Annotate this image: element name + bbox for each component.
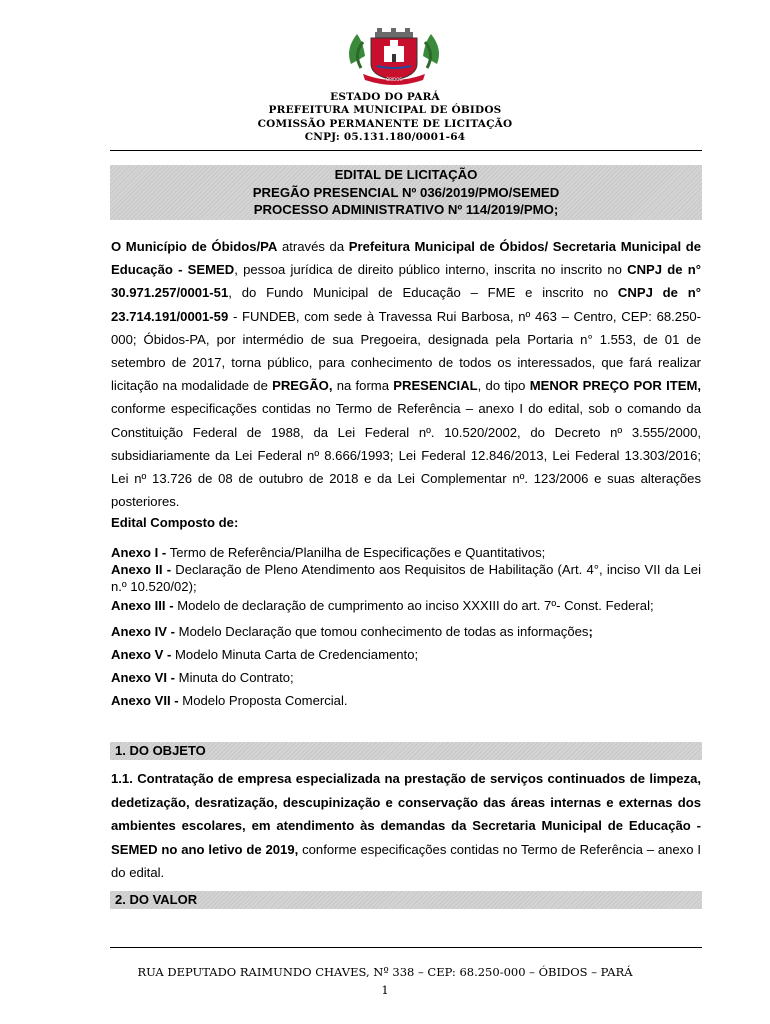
annex-text: Modelo de declaração de cumprimento ao inciso XXXIII do art. 7º- Const. Federal; [173, 598, 654, 613]
title-line-1: EDITAL DE LICITAÇÃO [334, 167, 478, 182]
prefecture-name: PREFEITURA MUNICIPAL DE ÓBIDOS [268, 104, 502, 117]
annex-label: Anexo IV - [111, 624, 176, 639]
intro-text: , do tipo [477, 378, 530, 394]
municipal-crest-logo [343, 24, 445, 86]
annex-text: Declaração de Pleno Atendimento aos Requisitos de Habilitação (Art. 4°, inciso VII da Lei n.º 10.520/02); [111, 562, 701, 594]
title-line-3: PROCESSO ADMINISTRATIVO Nº 114/2019/PMO; [253, 202, 559, 217]
annex-item [111, 561, 701, 595]
section-heading-objeto: 1. DO OBJETO [110, 742, 702, 760]
commission-name: COMISSÃO PERMANENTE DE LICITAÇÃO [257, 117, 513, 130]
intro-entity: Prefeitura Municipal de Óbidos/ Secretaria Municipal de Educação - SEMED [111, 239, 701, 278]
title-line-2: PREGÃO PRESENCIAL Nº 036/2019/PMO/SEMED [252, 184, 560, 200]
intro-type: MENOR PREÇO POR ITEM, [529, 378, 701, 394]
annex-item [111, 595, 701, 617]
page-number: 1 [381, 983, 389, 997]
annex-item [111, 646, 701, 663]
annex-label: Anexo I - [111, 545, 167, 560]
state-name: ESTADO DO PARÁ [330, 91, 440, 103]
edital-composto-label: Edital Composto de: [111, 515, 239, 530]
intro-text: - FUNDEB, com sede à Travessa Rui Barbosa, nº 463 – Centro, CEP: 68.250-000; Óbidos-PA, por intermédio de sua Pregoeira, designada pela Portaria n° 1.553, de 01 de setembro de 2017, torna público, para conhecimento de todos os interessados, que fará realizar licitação na modalidade de [111, 308, 701, 394]
intro-text: através da [277, 239, 349, 254]
annex-text: Minuta do Contrato; [175, 670, 294, 685]
objeto-bold-text: 1.1. Contratação de empresa especializada na prestação de serviços continuados de limpeza, dedetização, desratização, descupinização e conservação das áreas internas e externas dos ambientes escolares, em atendimento às demandas da Secretaria Municipal de Educação - SEMED no ano letivo de 2019, [111, 771, 701, 857]
annex-item [111, 692, 701, 709]
edital-title-box [110, 165, 702, 220]
intro-text: conforme especificações contidas no Termo de Referência – anexo I do edital, sob o comando da Constituição Federal de 1988, da Lei Federal nº. 10.520/2002, do Decreto nº 3.555/2000, subsidiariamente da Lei Federal nº 8.666/1993; Lei Federal 12.846/2013, Lei Federal 13.303/2016; Lei nº 13.726 de 08 de outubro de 2018 e da Lei Complementar nº. 123/2006 e suas alterações posteriores. [111, 401, 701, 510]
annex-tail: ; [588, 624, 593, 639]
intro-cnpj-fme: CNPJ de n° 30.971.257/0001-51 [111, 262, 701, 301]
annex-list [111, 544, 701, 709]
intro-modality: PREGÃO, [272, 378, 333, 394]
section-objeto-paragraph [111, 767, 701, 885]
header-divider [110, 150, 702, 151]
annex-text: Termo de Referência/Planilha de Especificações e Quantitativos; [166, 545, 546, 560]
section-heading-valor: 2. DO VALOR [110, 891, 702, 909]
annex-text: Modelo Minuta Carta de Credenciamento; [171, 647, 419, 662]
annex-label: Anexo V - [111, 647, 172, 662]
letterhead [0, 91, 770, 145]
annex-item [111, 544, 701, 561]
page-footer [0, 963, 770, 999]
intro-text: , do Fundo Municipal de Educação – FME e inscrito no [228, 285, 618, 301]
annex-label: Anexo III - [111, 598, 174, 613]
annex-text: Modelo Declaração que tomou conhecimento de todas as informações [175, 624, 589, 639]
intro-cnpj-fundeb: CNPJ de n° 23.714.191/0001-59 [111, 285, 702, 324]
intro-form: PRESENCIAL [393, 378, 478, 394]
footer-address: RUA DEPUTADO RAIMUNDO CHAVES, Nº 338 – CEP: 68.250-000 – ÓBIDOS – PARÁ [137, 965, 633, 979]
annex-item [111, 669, 701, 686]
annex-item [111, 623, 701, 640]
annex-label: Anexo II - [111, 562, 172, 577]
annex-label: Anexo VI - [111, 670, 176, 685]
cnpj-line: CNPJ: 05.131.180/0001-64 [304, 131, 466, 144]
intro-text: na forma [332, 378, 394, 394]
footer-divider [110, 947, 702, 948]
intro-municipality: O Município de Óbidos/PA [111, 239, 278, 254]
objeto-text: conforme especificações contidas no Termo de Referência – anexo I do edital. [111, 841, 701, 880]
annex-label: Anexo VII - [111, 693, 179, 708]
annex-text: Modelo Proposta Comercial. [178, 693, 348, 708]
intro-text: , pessoa jurídica de direito público interno, inscrita no inscrito no [234, 262, 628, 278]
intro-paragraph [111, 235, 701, 513]
crest-banner-text: ÓBIDOS [386, 77, 402, 82]
